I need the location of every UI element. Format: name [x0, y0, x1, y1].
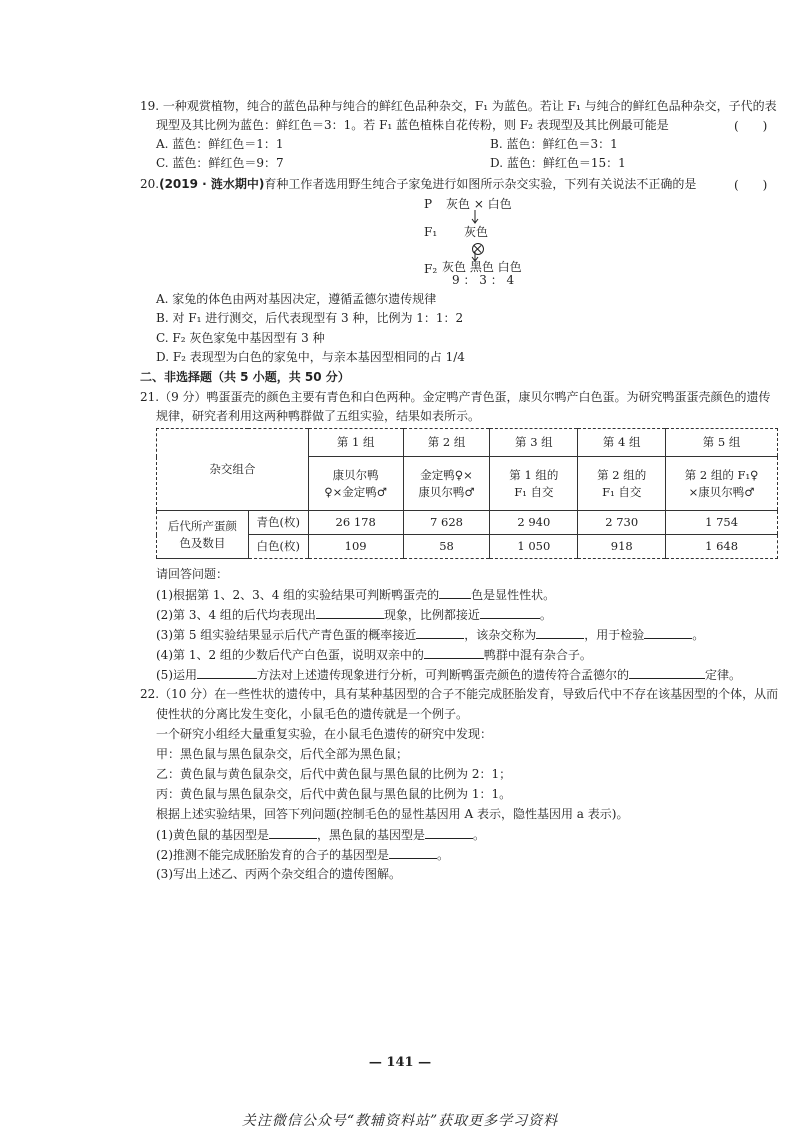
table-cell: 1 754: [666, 511, 778, 535]
diagram-p-label: P: [424, 197, 433, 211]
arrow-down-icon: [470, 210, 480, 224]
diagram-ratio: 9 ： 3 ： 4: [452, 273, 515, 287]
table-group-header: 第 5 组: [666, 429, 778, 457]
q22-sub1: (1)黄色鼠的基因型是 ，黑色鼠的基因型是 。: [156, 828, 486, 842]
q21-sub2: (2)第 3、4 组的后代均表现出 现象，比例都接近 。: [156, 608, 552, 622]
q20-option-d: D. F₂ 表现型为白色的家兔中，与亲本基因型相同的占 1/4: [156, 350, 465, 364]
answer-blank[interactable]: [536, 626, 584, 639]
table-group-header: 第 4 组: [578, 429, 666, 457]
q19-option-d: D. 蓝色：鲜红色＝15：1: [490, 156, 626, 170]
answer-blank[interactable]: [424, 646, 484, 659]
q19-stem-line1: 19. 一种观赏植物，纯合的蓝色品种与纯合的鲜红色品种杂交，F₁ 为蓝色。若让 F₁ 与纯合的鲜红色品种杂交，子代的表: [140, 99, 777, 113]
answer-blank[interactable]: [269, 826, 317, 839]
q22-finding-bing: 丙：黄色鼠与黑色鼠杂交，后代中黄色鼠与黑色鼠的比例为 1：1。: [156, 787, 512, 801]
q20-answer-paren: ( ): [734, 178, 768, 192]
q22-finding-yi: 乙：黄色鼠与黄色鼠杂交，后代中黄色鼠与黑色鼠的比例为 2：1；: [156, 767, 512, 781]
q22-stem-line1: 22.（10 分）在一些性状的遗传中，具有某种基因型的合子不能完成胚胎发育，导致后代中不存在该基因型的个体，从而: [140, 687, 779, 701]
q20-option-c: C. F₂ 灰色家兔中基因型有 3 种: [156, 331, 325, 345]
answer-blank[interactable]: [480, 606, 540, 619]
q19-option-c: C. 蓝色：鲜红色＝9：7: [156, 156, 284, 170]
q22-sub2: (2)推测不能完成胚胎发育的合子的基因型是 。: [156, 848, 450, 862]
q19-option-a: A. 蓝色：鲜红色＝1：1: [156, 137, 284, 151]
table-cross-cell: 第 1 组的 F₁ 自交: [490, 457, 578, 511]
table-cell: 26 178: [308, 511, 403, 535]
table-group-header: 第 1 组: [308, 429, 403, 457]
table-cell: 918: [578, 535, 666, 559]
table-header-cross: 杂交组合: [157, 429, 309, 511]
diagram-f2: 灰色 黑色 白色: [442, 260, 522, 274]
table-cell: 2 730: [578, 511, 666, 535]
section-title-non-choice: 二、非选择题（共 5 小题，共 50 分）: [140, 370, 350, 384]
q22-sub3: (3)写出上述乙、丙两个杂交组合的遗传图解。: [156, 867, 401, 881]
q21-sub4: (4)第 1、2 组的少数后代产白色蛋，说明双亲中的 鸭群中混有杂合子。: [156, 648, 592, 662]
table-row-label-bai: 白色(枚): [248, 535, 308, 559]
q22-stem-line3: 一个研究小组经大量重复实验，在小鼠毛色遗传的研究中发现：: [156, 727, 493, 741]
table-cell: 7 628: [403, 511, 490, 535]
table-cell: 1 050: [490, 535, 578, 559]
answer-blank[interactable]: [644, 626, 692, 639]
table-group-header: 第 3 组: [490, 429, 578, 457]
footer-note: 关注微信公众号“教辅资料站”获取更多学习资料: [241, 1113, 559, 1129]
q19-stem-line2: 现型及其比例为蓝色：鲜红色＝3：1。若 F₁ 蓝色植株自花传粉，则 F₂ 表现型及其比例最可能是: [156, 118, 669, 132]
answer-blank[interactable]: [439, 586, 471, 599]
q22-finding-jia: 甲：黑色鼠与黑色鼠杂交，后代全部为黑色鼠；: [156, 747, 409, 761]
q20-option-b: B. 对 F₁ 进行测交，后代表现型有 3 种，比例为 1：1：2: [156, 311, 464, 325]
table-cross-cell: 金定鸭♀× 康贝尔鸭♂: [403, 457, 490, 511]
q19-answer-paren: ( ): [734, 119, 768, 133]
table-cell: 109: [308, 535, 403, 559]
q21-sub3: (3)第 5 组实验结果显示后代产青色蛋的概率接近 ，该杂交称为 ，用于检验 。: [156, 628, 705, 642]
diagram-f1: 灰色: [464, 225, 489, 239]
q19-option-b: B. 蓝色：鲜红色＝3：1: [490, 137, 618, 151]
answer-blank[interactable]: [629, 666, 705, 679]
table-cross-cell: 第 2 组的 F₁♀ ×康贝尔鸭♂: [666, 457, 778, 511]
table-cross-cell: 康贝尔鸭 ♀×金定鸭♂: [308, 457, 403, 511]
q20-stem-text: 育种工作者选用野生纯合子家兔进行如图所示杂交实验，下列有关说法不正确的是: [264, 177, 697, 191]
q21-sub1: (1)根据第 1、2、3、4 组的实验结果可判断鸭蛋壳的 色是显性性状。: [156, 588, 556, 602]
q21-data-table: [156, 428, 778, 559]
answer-blank[interactable]: [425, 826, 473, 839]
table-group-header: 第 2 组: [403, 429, 490, 457]
q20-number: 20.: [140, 177, 160, 191]
diagram-p-cross: 灰色 × 白色: [446, 197, 512, 211]
q21-sub5: (5)运用 方法对上述遗传现象进行分析，可判断鸭蛋壳颜色的遗传符合孟德尔的 定律。: [156, 668, 742, 682]
q20-stem: [140, 176, 696, 192]
answer-blank[interactable]: [316, 606, 384, 619]
diagram-f2-label: F₂: [424, 262, 438, 276]
q22-instruction: 根据上述实验结果，回答下列问题(控制毛色的显性基因用 A 表示，隐性基因用 a 表示)。: [156, 807, 629, 821]
q20-option-a: A. 家兔的体色由两对基因决定，遵循孟德尔遗传规律: [156, 292, 437, 306]
q22-stem-line2: 使性状的分离比发生变化，小鼠毛色的遗传就是一个例子。: [156, 707, 469, 721]
q21-stem-line1: 21.（9 分）鸭蛋蛋壳的颜色主要有青色和白色两种。金定鸭产青色蛋，康贝尔鸭产白色蛋。为研究鸭蛋蛋壳颜色的遗传: [140, 390, 771, 404]
q21-stem-line2: 规律，研究者利用这两种鸭群做了五组实验，结果如表所示。: [156, 409, 481, 423]
table-cell: 58: [403, 535, 490, 559]
table-offspring-label: 后代所产蛋颜 色及数目: [157, 511, 249, 559]
page-number: — 141 —: [368, 1055, 432, 1070]
answer-blank[interactable]: [197, 666, 257, 679]
answer-blank[interactable]: [416, 626, 464, 639]
table-row-label-qing: 青色(枚): [248, 511, 308, 535]
table-cell: 1 648: [666, 535, 778, 559]
q21-prompt: 请回答问题：: [156, 567, 229, 581]
q20-source: (2019 · 涟水期中): [159, 177, 265, 191]
answer-blank[interactable]: [389, 846, 437, 859]
diagram-f1-label: F₁: [424, 225, 438, 239]
table-cross-cell: 第 2 组的 F₁ 自交: [578, 457, 666, 511]
table-cell: 2 940: [490, 511, 578, 535]
